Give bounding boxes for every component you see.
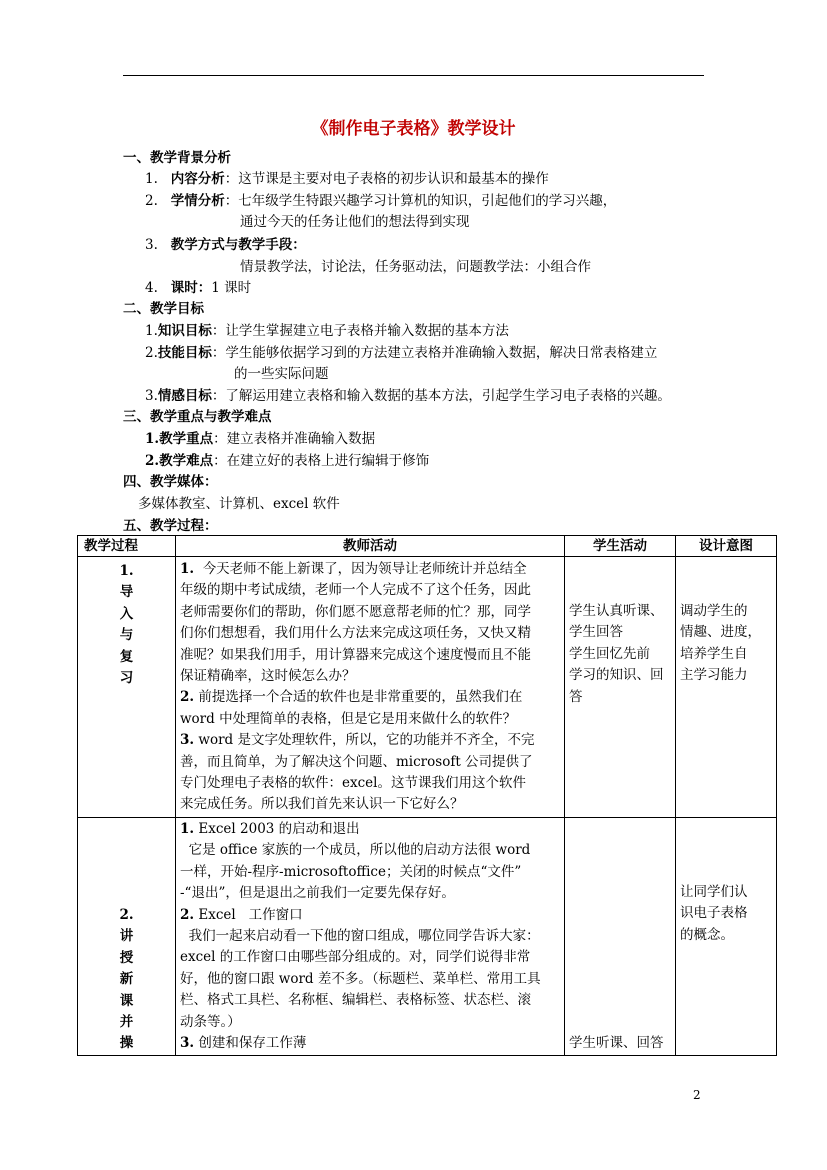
goals-item-2 <box>145 341 657 361</box>
teacher-line: 1. 今天老师不能上新课了，因为领导让老师统计并总结全 <box>180 561 527 577</box>
header-rule <box>123 75 704 76</box>
goals-item-3 <box>145 384 671 404</box>
teacher-line: 一样，开始-程序-microsoftoffice；关闭的时候点“文件” <box>180 863 522 880</box>
student-line: 学生认真听课、 <box>569 603 664 619</box>
media-text: 多媒体教室、计算机、excel 软件 <box>138 496 340 512</box>
stage-char: 新 <box>119 971 134 988</box>
teacher-line: 3. word 是文字处理软件，所以，它的功能并不齐全，不完 <box>180 732 535 749</box>
goals-item-1 <box>145 319 509 339</box>
item-number: 3. <box>145 388 158 404</box>
item-label: 教学方式与教学手段： <box>170 237 306 253</box>
item-number: 1. <box>145 323 158 339</box>
teacher-line: 好，他的窗口跟 word 差不多。（标题栏、菜单栏、常用工具 <box>180 970 541 987</box>
item-number: 3. <box>145 237 158 253</box>
teacher-line: excel 的工作窗口由哪些部分组成的。对，同学们说得非常 <box>180 949 531 966</box>
key-points-item-2 <box>145 449 429 469</box>
background-item-2 <box>145 189 616 209</box>
stage-char: 并 <box>119 1014 134 1031</box>
column-header: 设计意图 <box>676 536 777 557</box>
stage-char: 入 <box>119 605 134 622</box>
item-text: ：七年级学生特跟兴趣学习计算机的知识，引起他们的学习兴趣， <box>224 193 617 209</box>
teacher-line: 1. Excel 2003 的启动和退出 <box>180 821 360 837</box>
item-label: 技能目标 <box>157 345 212 361</box>
stage-char: 操 <box>119 1035 134 1052</box>
student-line: 学生听课、回答 <box>569 1034 664 1051</box>
stage-char: 习 <box>119 670 134 687</box>
item-label: 教学难点 <box>159 453 214 469</box>
stage-char: 与 <box>119 627 134 644</box>
teacher-line: word 中处理简单的表格，但是它是用来做什么的软件？ <box>180 710 517 727</box>
teacher-activity-cell <box>176 818 565 1056</box>
intent-line: 识电子表格 <box>680 905 748 922</box>
student-line: 答 <box>569 688 583 705</box>
background-item-4 <box>145 276 251 296</box>
stage-char: 课 <box>119 992 134 1009</box>
background-item-2-cont: 通过今天的任务让他们的想法得到实现 <box>240 214 470 230</box>
teacher-line: 动条等。） <box>180 1013 241 1030</box>
teacher-line: 3. 创建和保存工作薄 <box>180 1035 307 1052</box>
section-heading-media: 四、教学媒体： <box>123 474 218 490</box>
item-text: ：了解运用建立表格和输入数据的基本方法，引起学生学习电子表格的兴趣。 <box>211 388 671 404</box>
teacher-activity-cell <box>176 557 565 818</box>
teacher-line: 专门处理电子表格的软件：excel。这节课我们用这个软件 <box>180 775 526 792</box>
teacher-line: 它是 office 家族的一个成员，所以他的启动方法很 word <box>180 842 531 859</box>
student-line: 学生回答 <box>569 624 623 641</box>
section-heading-process: 五、教学过程： <box>123 518 218 534</box>
background-item-3 <box>145 233 306 253</box>
section-heading-key-points: 三、教学重点与教学难点 <box>123 409 272 425</box>
column-header: 学生活动 <box>565 536 676 557</box>
teacher-line: 栏、格式工具栏、名称框、编辑栏、表格标签、状态栏、滚 <box>180 992 531 1009</box>
item-label: 知识目标 <box>157 323 212 339</box>
teacher-line: 老师需要你们的帮助，你们愿不愿意帮老师的忙？那，同学 <box>180 603 531 620</box>
design-intent-cell <box>676 557 777 818</box>
intent-line: 培养学生自 <box>680 645 748 662</box>
teaching-process-table <box>77 535 777 1056</box>
design-intent-cell <box>676 818 777 1056</box>
item-text: ：学生能够依据学习到的方法建立表格并准确输入数据，解决日常表格建立 <box>211 345 658 361</box>
stage-char: 讲 <box>119 928 134 945</box>
page-number: 2 <box>693 1088 701 1102</box>
stage-cell <box>78 557 176 818</box>
column-header: 教师活动 <box>176 536 565 557</box>
teacher-line: 保证精确率，这时候怎么办？ <box>180 668 356 685</box>
intent-line: 情趣、进度， <box>680 624 761 641</box>
key-points-item-1 <box>145 427 375 447</box>
teacher-line: 准呢？如果我们用手，用计算器来完成这个速度慢而且不能 <box>180 646 531 663</box>
item-number: 2. <box>145 345 158 361</box>
teacher-line: -“退出”，但是退出之前我们一定要先保存好。 <box>180 885 455 902</box>
background-item-1 <box>145 167 549 187</box>
section-heading-goals: 二、教学目标 <box>123 301 204 317</box>
goals-item-2-cont: 的一些实际问题 <box>234 366 329 382</box>
stage-char: 1. <box>119 563 134 579</box>
item-text: ：这节课是主要对电子表格的初步认识和最基本的操作 <box>224 171 549 187</box>
item-label: 课时： <box>170 280 212 296</box>
background-item-3-text: 情景教学法，讨论法，任务驱动法，问题教学法：小组合作 <box>240 259 591 275</box>
item-label: 内容分析 <box>170 171 225 187</box>
stage-char: 导 <box>119 584 134 601</box>
item-number: 2. <box>145 193 158 209</box>
teacher-line: 来完成任务。所以我们首先来认识一下它好么？ <box>180 796 464 813</box>
table-row <box>78 557 777 818</box>
item-text: 1 课时 <box>211 280 252 296</box>
item-text: ：让学生掌握建立电子表格并输入数据的基本方法 <box>211 323 509 339</box>
student-activity-cell <box>565 818 676 1056</box>
teacher-line: 善，而且简单，为了解决这个问题、microsoft 公司提供了 <box>180 753 533 770</box>
column-header: 教学过程 <box>78 536 176 557</box>
student-line: 学生回忆先前 <box>569 645 650 662</box>
item-label: 情感目标 <box>157 388 212 404</box>
teacher-line: 2. Excel 工作窗口 <box>180 906 303 923</box>
section-heading-background: 一、教学背景分析 <box>123 150 231 166</box>
table-row <box>78 818 777 1056</box>
document-title: 《制作电子表格》教学设计 <box>311 119 516 139</box>
stage-char: 2. <box>119 907 134 923</box>
item-text: ：在建立好的表格上进行编辑于修饰 <box>213 453 430 469</box>
item-label: 学情分析 <box>170 193 225 209</box>
item-label: 教学重点 <box>159 431 214 447</box>
intent-line: 的概念。 <box>680 926 734 943</box>
intent-line: 主学习能力 <box>680 667 748 684</box>
item-number: 2. <box>145 453 160 469</box>
teacher-line: 年级的期中考试成绩，老师一个人完成不了这个任务，因此 <box>180 582 531 599</box>
item-number: 1. <box>145 431 160 447</box>
teacher-line: 我们一起来启动看一下他的窗口组成，哪位同学告诉大家： <box>180 928 540 945</box>
student-line: 学习的知识、回 <box>569 667 664 684</box>
intent-line: 调动学生的 <box>680 603 748 619</box>
item-number: 1. <box>145 171 158 187</box>
teacher-line: 2. 前提选择一个合适的软件也是非常重要的，虽然我们在 <box>180 689 523 706</box>
item-number: 4. <box>145 280 158 296</box>
teacher-line: 们你们想想看，我们用什么方法来完成这项任务，又快又精 <box>180 625 531 642</box>
student-activity-cell <box>565 557 676 818</box>
stage-char: 复 <box>119 648 134 665</box>
stage-char: 授 <box>119 949 134 966</box>
intent-line: 让同学们认 <box>680 884 748 900</box>
item-text: ：建立表格并准确输入数据 <box>213 431 376 447</box>
table-header-row <box>78 536 777 557</box>
stage-cell <box>78 818 176 1056</box>
